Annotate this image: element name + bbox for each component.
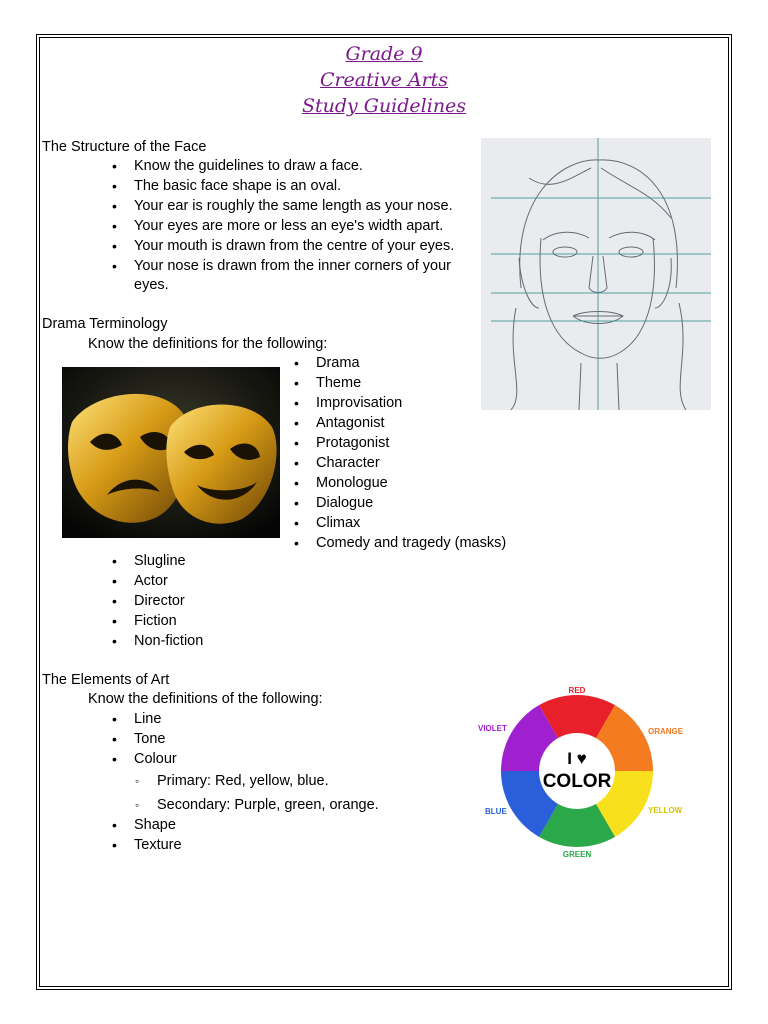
list-item: • Comedy and tragedy (masks) — [294, 533, 534, 553]
list-item: • Climax — [294, 513, 534, 533]
face-bullet-list — [112, 156, 472, 276]
list-item: • Colour — [112, 749, 312, 769]
list-item: • Know the guidelines to draw a face. — [112, 156, 472, 176]
color-label-blue: BLUE — [485, 807, 507, 816]
list-item: • Your nose is drawn from the inner corners of your — [112, 256, 472, 276]
list-item: • Antagonist — [294, 413, 534, 433]
art-section-heading: The Elements of Art — [42, 672, 170, 688]
face-section-heading: The Structure of the Face — [42, 139, 207, 155]
list-item: • Slugline — [112, 551, 272, 571]
list-item: ◦ Primary: Red, yellow, blue. — [135, 769, 435, 793]
color-label-violet: VIOLET — [478, 724, 507, 733]
list-item: • Director — [112, 591, 272, 611]
drama-masks-image — [62, 367, 280, 538]
list-item: • Improvisation — [294, 393, 534, 413]
title-guidelines: Study Guidelines — [301, 95, 467, 117]
drama-terms-list-2 — [112, 551, 272, 651]
list-item: • Theme — [294, 373, 534, 393]
list-item: • Fiction — [112, 611, 272, 631]
color-label-yellow: YELLOW — [648, 806, 683, 815]
list-item: • The basic face shape is an oval. — [112, 176, 472, 196]
list-item: • Your ear is roughly the same length as your nose. — [112, 196, 472, 216]
list-item: • Shape — [112, 815, 312, 835]
art-intro: Know the definitions of the following: — [88, 691, 323, 707]
list-item: ◦ Secondary: Purple, green, orange. — [135, 793, 435, 817]
colour-sublist — [135, 769, 435, 817]
list-item: • Actor — [112, 571, 272, 591]
list-item: • Tone — [112, 729, 312, 749]
list-item: • Dialogue — [294, 493, 534, 513]
list-item: • Non-fiction — [112, 631, 272, 651]
art-elements-list-2 — [112, 815, 312, 855]
color-wheel-image — [470, 680, 690, 865]
list-item: • Drama — [294, 353, 534, 373]
color-label-red: RED — [568, 686, 586, 695]
drama-intro: Know the definitions for the following: — [88, 336, 328, 352]
drama-section-heading: Drama Terminology — [42, 316, 168, 332]
list-item: • Monologue — [294, 473, 534, 493]
title-grade: Grade 9 — [345, 43, 423, 65]
color-label-green: GREEN — [562, 850, 592, 859]
drama-terms-list — [294, 353, 534, 553]
list-item: • Character — [294, 453, 534, 473]
list-item: • Your eyes are more or less an eye's width apart. — [112, 216, 472, 236]
list-item: • Your mouth is drawn from the centre of your eyes. — [112, 236, 472, 256]
face-bullet-continuation: eyes. — [134, 277, 169, 293]
color-wheel-heart-text: I ♥ — [567, 749, 587, 768]
title-subject: Creative Arts — [319, 69, 449, 91]
list-item: • Protagonist — [294, 433, 534, 453]
color-label-orange: ORANGE — [648, 727, 684, 736]
list-item: • Texture — [112, 835, 312, 855]
list-item: • Line — [112, 709, 312, 729]
art-elements-list — [112, 709, 312, 769]
color-wheel-word: COLOR — [542, 771, 612, 792]
